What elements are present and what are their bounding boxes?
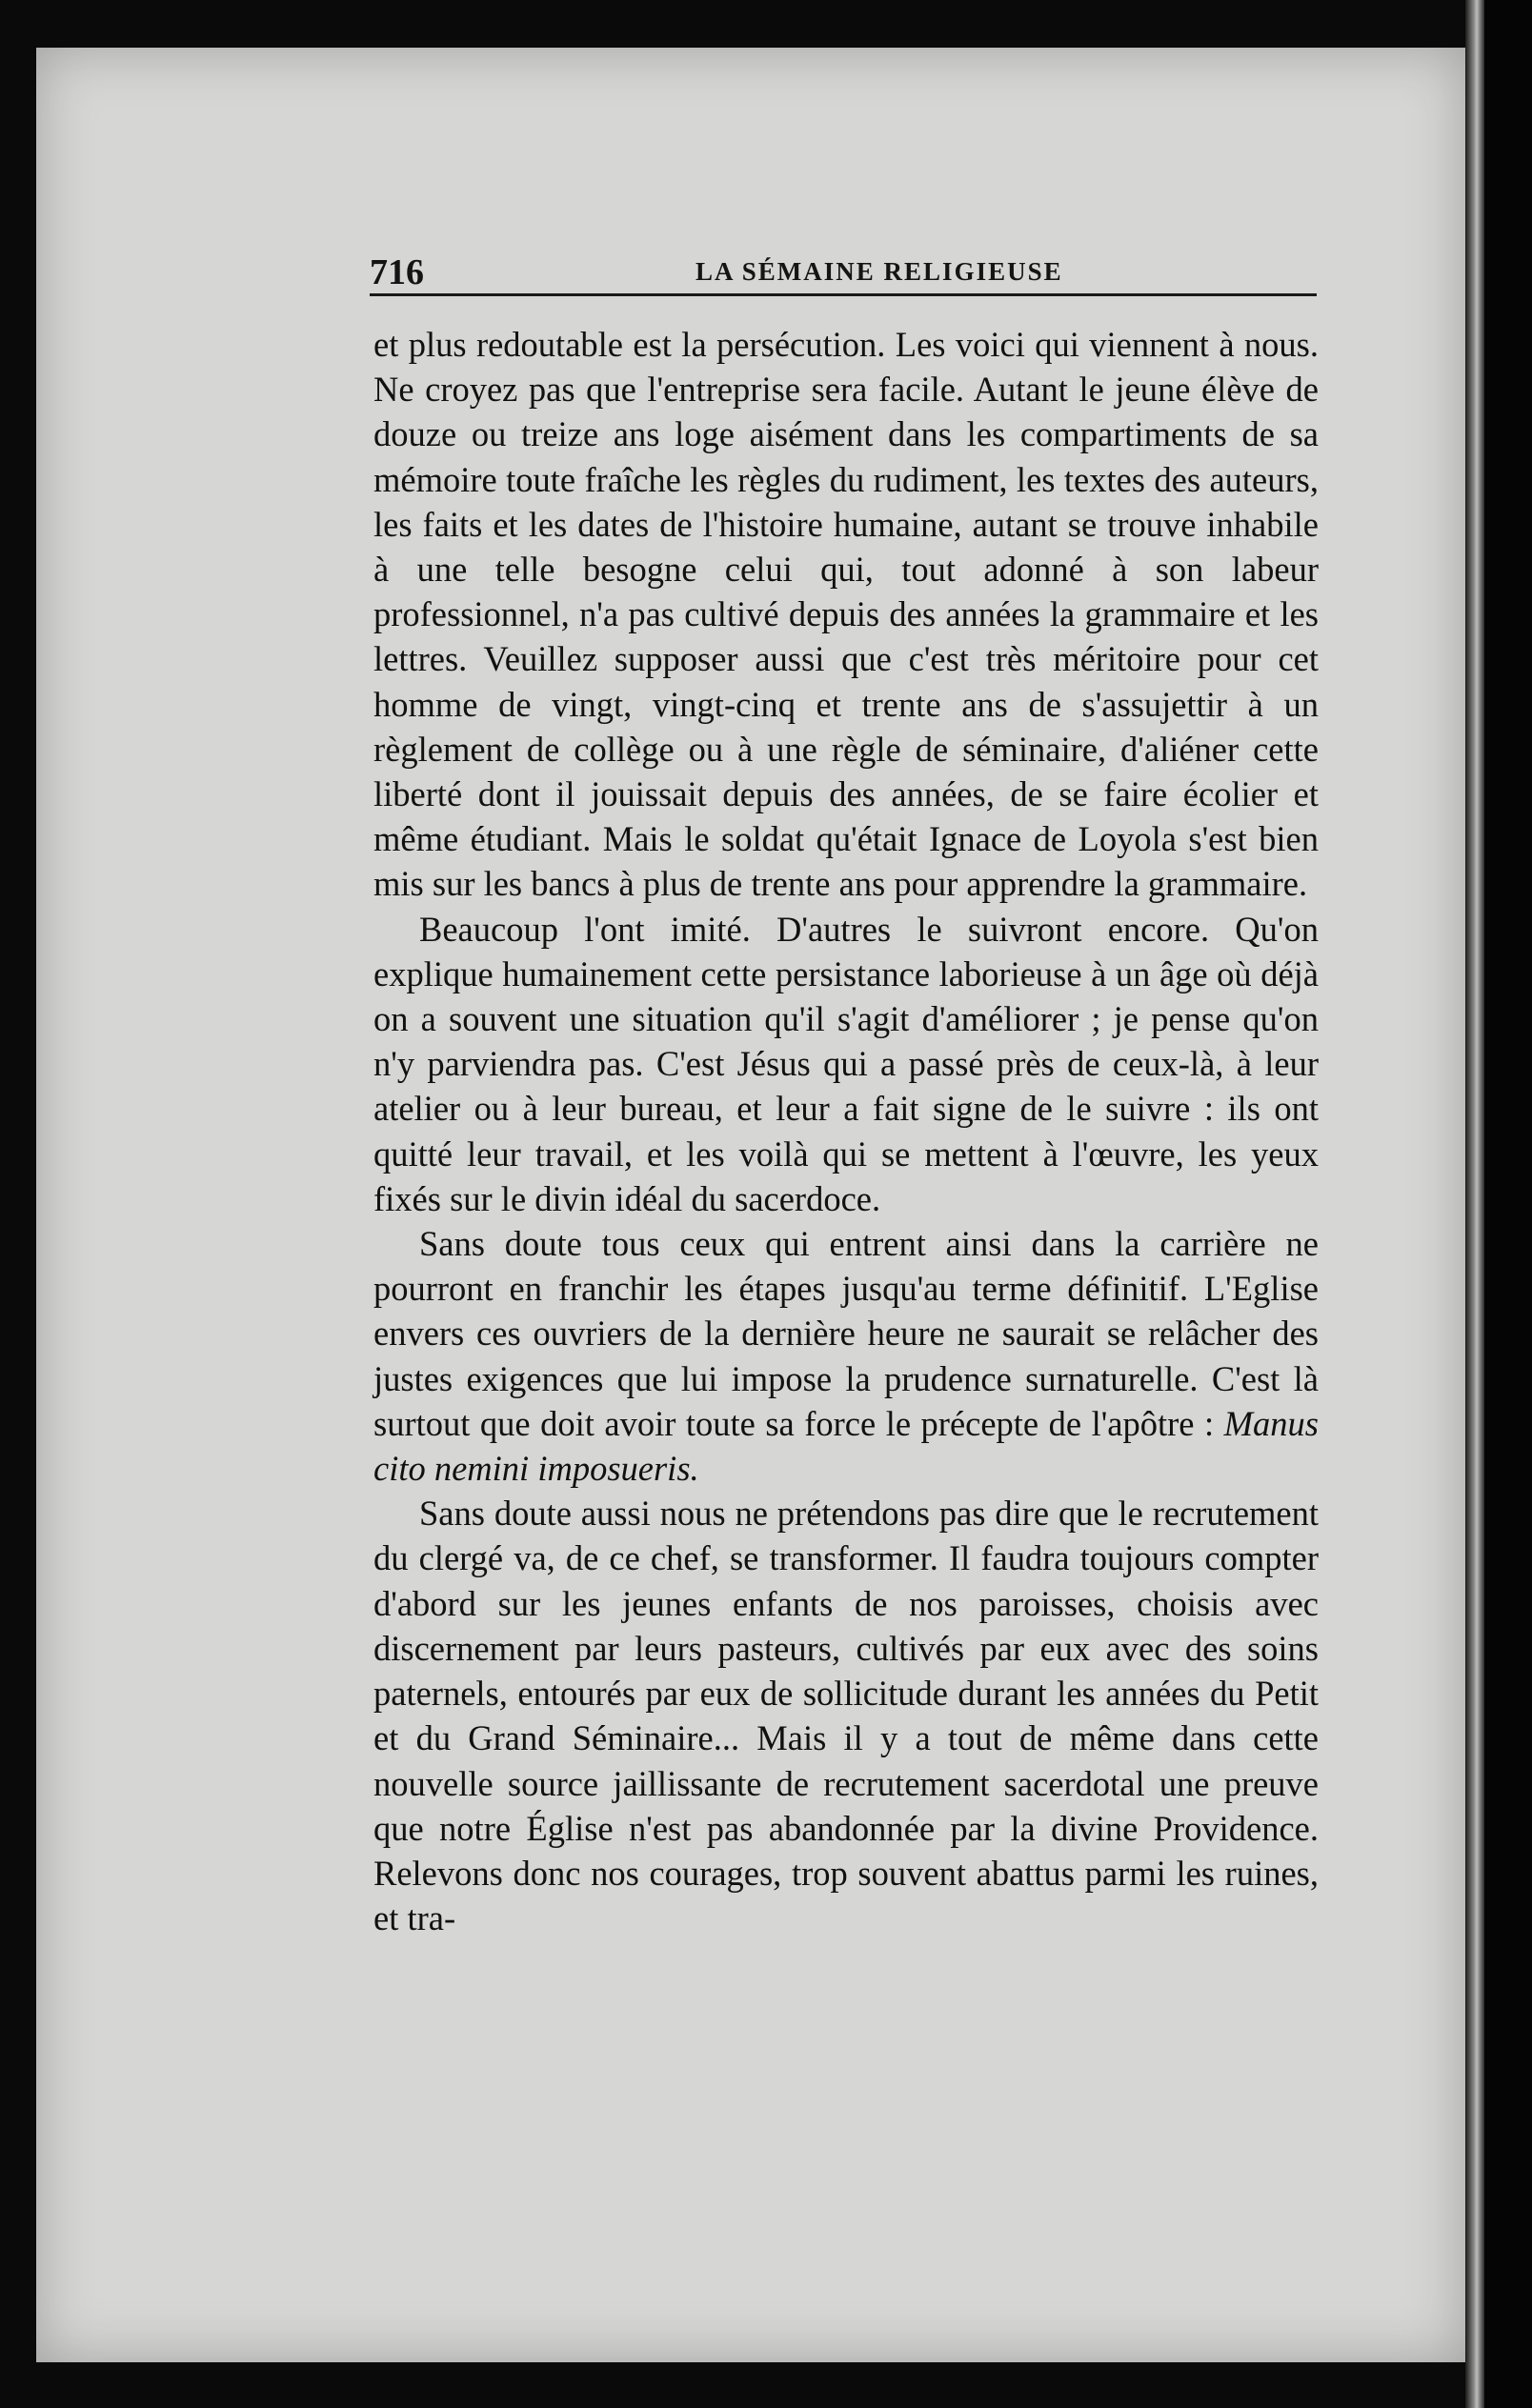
page-edge (1465, 0, 1484, 2408)
page-number: 716 (370, 252, 424, 292)
paragraph-1: et plus redoutable est la persécution. Les voici qui viennent à nous. Ne croyez pas que l'entreprise sera facile. Autant le jeune élève de douze ou treize ans loge aisément dans les compartiments de sa mémoire toute fraîche les règles du rudiment, les textes des auteurs, les faits et les dates de l'histoire humaine, autant se trouve inhabile à une telle besogne celui qui, tout adonné à son labeur professionnel, n'a pas cultivé depuis des années la grammaire et les lettres. Veuillez supposer aussi que c'est très méritoire pour cet homme de vingt, vingt-cinq et trente ans de s'assujettir à un règlement de collège ou à une règle de séminaire, d'aliéner cette liberté dont il jouissait depuis des années, de se faire écolier et même étudiant. Mais le soldat qu'était Ignace de Loyola s'est bien mis sur les bancs à plus de trente ans pour apprendre la grammaire. (373, 325, 1319, 904)
running-head: LA SÉMAINE RELIGIEUSE (695, 257, 1063, 286)
paragraph-2: Beaucoup l'ont imité. D'autres le suivront encore. Qu'on explique humainement cette persistance laborieuse à un âge où déjà on a souvent une situation qu'il s'agit d'améliorer ; je pense qu'on n'y parviendra pas. C'est Jésus qui a passé près de ceux-là, à leur atelier ou à leur bureau, et leur a fait signe de le suivre : ils ont quitté leur travail, et les voilà qui se mettent à l'œuvre, les yeux fixés sur le divin idéal du sacerdoce. (373, 909, 1319, 1218)
latin-quote: Manus cito nemini imposueris. (373, 1403, 1319, 1489)
body-text (373, 322, 1319, 1940)
header-rule (370, 293, 1317, 296)
paragraph-3 (373, 1221, 1319, 1491)
page-header (370, 250, 1317, 299)
scan-border (1484, 0, 1532, 2408)
paragraph-3-text: Sans doute tous ceux qui entrent ainsi dans la carrière ne pourront en franchir les étapes jusqu'au terme définitif. L'Eglise envers ces ouvriers de la dernière heure ne saurait se relâcher des justes exigences que lui impose la prudence surnaturelle. C'est là surtout que doit avoir toute sa force le précepte de l'apôtre : (373, 1224, 1319, 1443)
paragraph-4: Sans doute aussi nous ne prétendons pas dire que le recrutement du clergé va, de ce chef, se transformer. Il faudra toujours compter d'abord sur les jeunes enfants de nos paroisses, choisis avec discernement par leurs pasteurs, cultivés par eux avec des soins paternels, entourés par eux de sollicitude durant les années du Petit et du Grand Séminaire... Mais il y a tout de même dans cette nouvelle source jaillissante de recrutement sacerdotal une preuve que notre Église n'est pas abandonnée par la divine Providence. Relevons donc nos courages, trop souvent abattus parmi les ruines, et tra- (373, 1494, 1319, 1938)
